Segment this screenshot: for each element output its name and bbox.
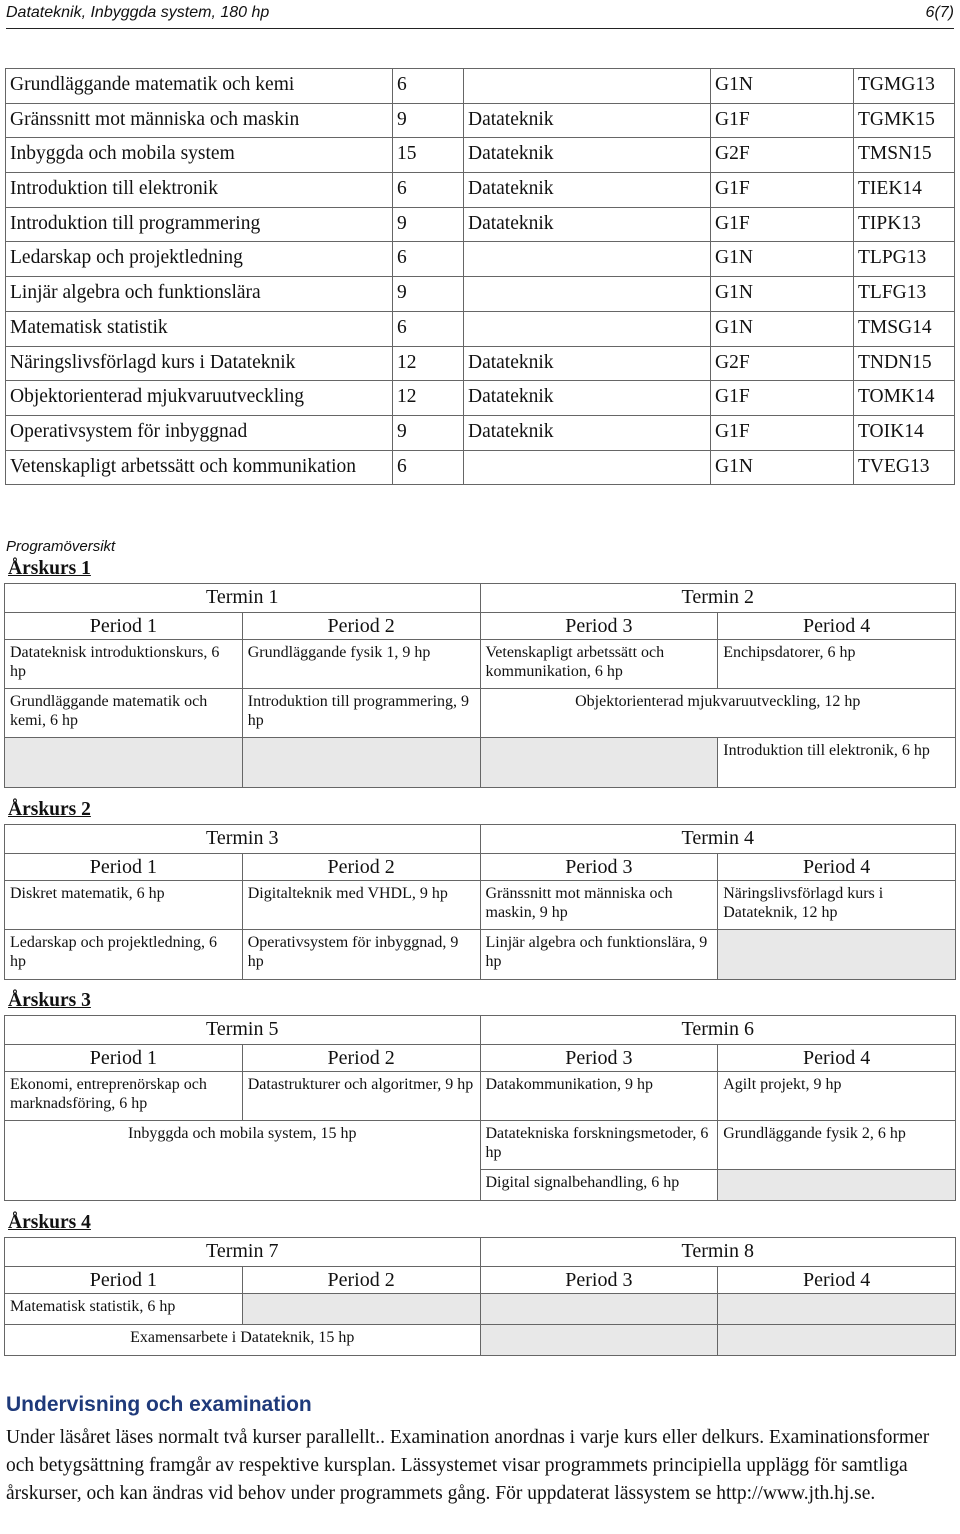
period-label: Period 4 bbox=[718, 1045, 956, 1072]
course-code: TIEK14 bbox=[854, 173, 955, 208]
course-code: TIPK13 bbox=[854, 207, 955, 242]
course-row bbox=[6, 173, 955, 208]
section-paragraph: Under läsåret läses normalt två kurser parallellt.. Examination anordnas i varje kurs eller delkurs. Examinationsformer och betygsättning framgår av respektive kursplan. Lässystemet visar programmets principiella upplägg för samtliga årskurser, och kan ändras vid behov under programmets gång. För uppdaterat lässystem se http://www.jth.hj.se. bbox=[6, 1427, 930, 1504]
course-cell: Inbyggda och mobila system, 15 hp bbox=[5, 1121, 481, 1201]
course-name: Introduktion till programmering bbox=[6, 207, 393, 242]
period-label: Period 3 bbox=[480, 1045, 718, 1072]
course-name: Ledarskap och projektledning bbox=[6, 242, 393, 277]
course-name: Näringslivsförlagd kurs i Datateknik bbox=[6, 346, 393, 381]
course-code: TLFG13 bbox=[854, 277, 955, 312]
course-cell: Datatekniska forskningsmetoder, 6 hp bbox=[480, 1121, 718, 1170]
empty-cell bbox=[5, 738, 243, 788]
course-name: Linjär algebra och funktionslära bbox=[6, 277, 393, 312]
course-cell: Vetenskapligt arbetssätt och kommunikation, 6 hp bbox=[480, 640, 718, 689]
empty-cell bbox=[242, 1294, 480, 1325]
course-cell: Linjär algebra och funktionslära, 9 hp bbox=[480, 930, 718, 980]
course-cell: Introduktion till programmering, 9 hp bbox=[242, 689, 480, 738]
course-level: G1F bbox=[711, 173, 854, 208]
period-label: Period 2 bbox=[242, 1045, 480, 1072]
course-row bbox=[6, 346, 955, 381]
course-row bbox=[6, 415, 955, 450]
term-7: Termin 7 bbox=[5, 1238, 481, 1267]
course-subject: Datateknik bbox=[464, 103, 711, 138]
course-name: Objektorienterad mjukvaruutveckling bbox=[6, 381, 393, 416]
course-code: TNDN15 bbox=[854, 346, 955, 381]
course-cell: Introduktion till elektronik, 6 hp bbox=[718, 738, 956, 788]
course-cell: Grundläggande matematik och kemi, 6 hp bbox=[5, 689, 243, 738]
year-1-schedule bbox=[4, 583, 956, 788]
course-level: G1N bbox=[711, 242, 854, 277]
course-cell: Grundläggande fysik 1, 9 hp bbox=[242, 640, 480, 689]
course-subject: Datateknik bbox=[464, 173, 711, 208]
course-credits: 6 bbox=[393, 69, 464, 104]
course-name: Vetenskapligt arbetssätt och kommunikation bbox=[6, 450, 393, 485]
period-label: Period 1 bbox=[5, 613, 243, 640]
course-cell: Operativsystem för inbyggnad, 9 hp bbox=[242, 930, 480, 980]
course-level: G1N bbox=[711, 311, 854, 346]
term-3: Termin 3 bbox=[5, 825, 481, 854]
period-label: Period 2 bbox=[242, 854, 480, 881]
period-label: Period 3 bbox=[480, 1267, 718, 1294]
course-code: TMSG14 bbox=[854, 311, 955, 346]
empty-cell bbox=[718, 1170, 956, 1201]
course-credits: 9 bbox=[393, 415, 464, 450]
year-3-schedule bbox=[4, 1015, 956, 1201]
empty-cell bbox=[242, 738, 480, 788]
course-cell: Ledarskap och projektledning, 6 hp bbox=[5, 930, 243, 980]
course-code: TGMG13 bbox=[854, 69, 955, 104]
course-level: G2F bbox=[711, 138, 854, 173]
year-1-heading: Årskurs 1 bbox=[8, 558, 91, 579]
course-row bbox=[6, 381, 955, 416]
year-4-schedule bbox=[4, 1237, 956, 1356]
year-4-heading: Årskurs 4 bbox=[8, 1212, 91, 1233]
empty-cell bbox=[718, 1325, 956, 1356]
course-row bbox=[6, 450, 955, 485]
course-subject bbox=[464, 450, 711, 485]
empty-cell bbox=[480, 1325, 718, 1356]
course-code: TGMK15 bbox=[854, 103, 955, 138]
course-level: G1F bbox=[711, 381, 854, 416]
course-cell: Agilt projekt, 9 hp bbox=[718, 1072, 956, 1121]
course-credits: 6 bbox=[393, 242, 464, 277]
empty-cell bbox=[718, 930, 956, 980]
course-subject: Datateknik bbox=[464, 207, 711, 242]
page-header bbox=[6, 2, 954, 29]
course-credits: 9 bbox=[393, 207, 464, 242]
course-cell: Datateknisk introduktionskurs, 6 hp bbox=[5, 640, 243, 689]
course-cell: Digitalteknik med VHDL, 9 hp bbox=[242, 881, 480, 930]
header-program-title: Datateknik, Inbyggda system, 180 hp bbox=[6, 4, 270, 21]
course-credits: 6 bbox=[393, 311, 464, 346]
period-label: Period 2 bbox=[242, 613, 480, 640]
course-code: TMSN15 bbox=[854, 138, 955, 173]
empty-cell bbox=[718, 1294, 956, 1325]
course-subject bbox=[464, 242, 711, 277]
period-label: Period 1 bbox=[5, 1267, 243, 1294]
year-2-schedule bbox=[4, 824, 956, 980]
course-subject: Datateknik bbox=[464, 138, 711, 173]
course-name: Operativsystem för inbyggnad bbox=[6, 415, 393, 450]
course-subject bbox=[464, 69, 711, 104]
course-cell: Ekonomi, entreprenörskap och marknadsföring, 6 hp bbox=[5, 1072, 243, 1121]
course-name: Introduktion till elektronik bbox=[6, 173, 393, 208]
course-credits: 12 bbox=[393, 346, 464, 381]
course-cell: Datastrukturer och algoritmer, 9 hp bbox=[242, 1072, 480, 1121]
course-cell: Matematisk statistik, 6 hp bbox=[5, 1294, 243, 1325]
period-label: Period 2 bbox=[242, 1267, 480, 1294]
period-label: Period 3 bbox=[480, 854, 718, 881]
course-cell: Enchipsdatorer, 6 hp bbox=[718, 640, 956, 689]
term-8: Termin 8 bbox=[480, 1238, 956, 1267]
period-label: Period 4 bbox=[718, 1267, 956, 1294]
course-cell: Objektorienterad mjukvaruutveckling, 12 hp bbox=[480, 689, 956, 738]
course-subject bbox=[464, 311, 711, 346]
course-level: G1N bbox=[711, 450, 854, 485]
course-row bbox=[6, 242, 955, 277]
term-1: Termin 1 bbox=[5, 584, 481, 613]
year-2-heading: Årskurs 2 bbox=[8, 799, 91, 820]
term-4: Termin 4 bbox=[480, 825, 956, 854]
course-cell: Examensarbete i Datateknik, 15 hp bbox=[5, 1325, 481, 1356]
period-label: Period 1 bbox=[5, 854, 243, 881]
course-row bbox=[6, 277, 955, 312]
course-cell: Digital signalbehandling, 6 hp bbox=[480, 1170, 718, 1201]
course-credits: 9 bbox=[393, 277, 464, 312]
course-credits: 6 bbox=[393, 173, 464, 208]
course-row bbox=[6, 311, 955, 346]
course-name: Grundläggande matematik och kemi bbox=[6, 69, 393, 104]
course-name: Gränssnitt mot människa och maskin bbox=[6, 103, 393, 138]
course-row bbox=[6, 138, 955, 173]
course-row bbox=[6, 103, 955, 138]
term-5: Termin 5 bbox=[5, 1016, 481, 1045]
course-level: G2F bbox=[711, 346, 854, 381]
course-code: TOMK14 bbox=[854, 381, 955, 416]
course-name: Inbyggda och mobila system bbox=[6, 138, 393, 173]
course-level: G1F bbox=[711, 415, 854, 450]
course-subject bbox=[464, 277, 711, 312]
year-3-heading: Årskurs 3 bbox=[8, 990, 91, 1011]
period-label: Period 1 bbox=[5, 1045, 243, 1072]
empty-cell bbox=[480, 1294, 718, 1325]
period-label: Period 4 bbox=[718, 854, 956, 881]
course-subject: Datateknik bbox=[464, 381, 711, 416]
course-code: TLPG13 bbox=[854, 242, 955, 277]
course-cell: Diskret matematik, 6 hp bbox=[5, 881, 243, 930]
course-level: G1N bbox=[711, 277, 854, 312]
course-name: Matematisk statistik bbox=[6, 311, 393, 346]
term-6: Termin 6 bbox=[480, 1016, 956, 1045]
course-subject: Datateknik bbox=[464, 346, 711, 381]
course-level: G1F bbox=[711, 103, 854, 138]
empty-cell bbox=[480, 738, 718, 788]
header-page-number: 6(7) bbox=[925, 4, 954, 21]
period-label: Period 4 bbox=[718, 613, 956, 640]
course-row bbox=[6, 69, 955, 104]
course-credits: 9 bbox=[393, 103, 464, 138]
period-label: Period 3 bbox=[480, 613, 718, 640]
section-heading: Undervisning och examination bbox=[6, 1393, 312, 1416]
course-cell: Gränssnitt mot människa och maskin, 9 hp bbox=[480, 881, 718, 930]
course-credits: 12 bbox=[393, 381, 464, 416]
course-cell: Grundläggande fysik 2, 6 hp bbox=[718, 1121, 956, 1170]
course-level: G1N bbox=[711, 69, 854, 104]
course-cell: Datakommunikation, 9 hp bbox=[480, 1072, 718, 1121]
course-cell: Näringslivsförlagd kurs i Datateknik, 12 hp bbox=[718, 881, 956, 930]
program-overview-title: Programöversikt bbox=[6, 538, 116, 555]
course-credits: 6 bbox=[393, 450, 464, 485]
term-2: Termin 2 bbox=[480, 584, 956, 613]
course-table bbox=[5, 68, 955, 485]
course-code: TVEG13 bbox=[854, 450, 955, 485]
course-row bbox=[6, 207, 955, 242]
course-subject: Datateknik bbox=[464, 415, 711, 450]
course-level: G1F bbox=[711, 207, 854, 242]
course-credits: 15 bbox=[393, 138, 464, 173]
course-code: TOIK14 bbox=[854, 415, 955, 450]
